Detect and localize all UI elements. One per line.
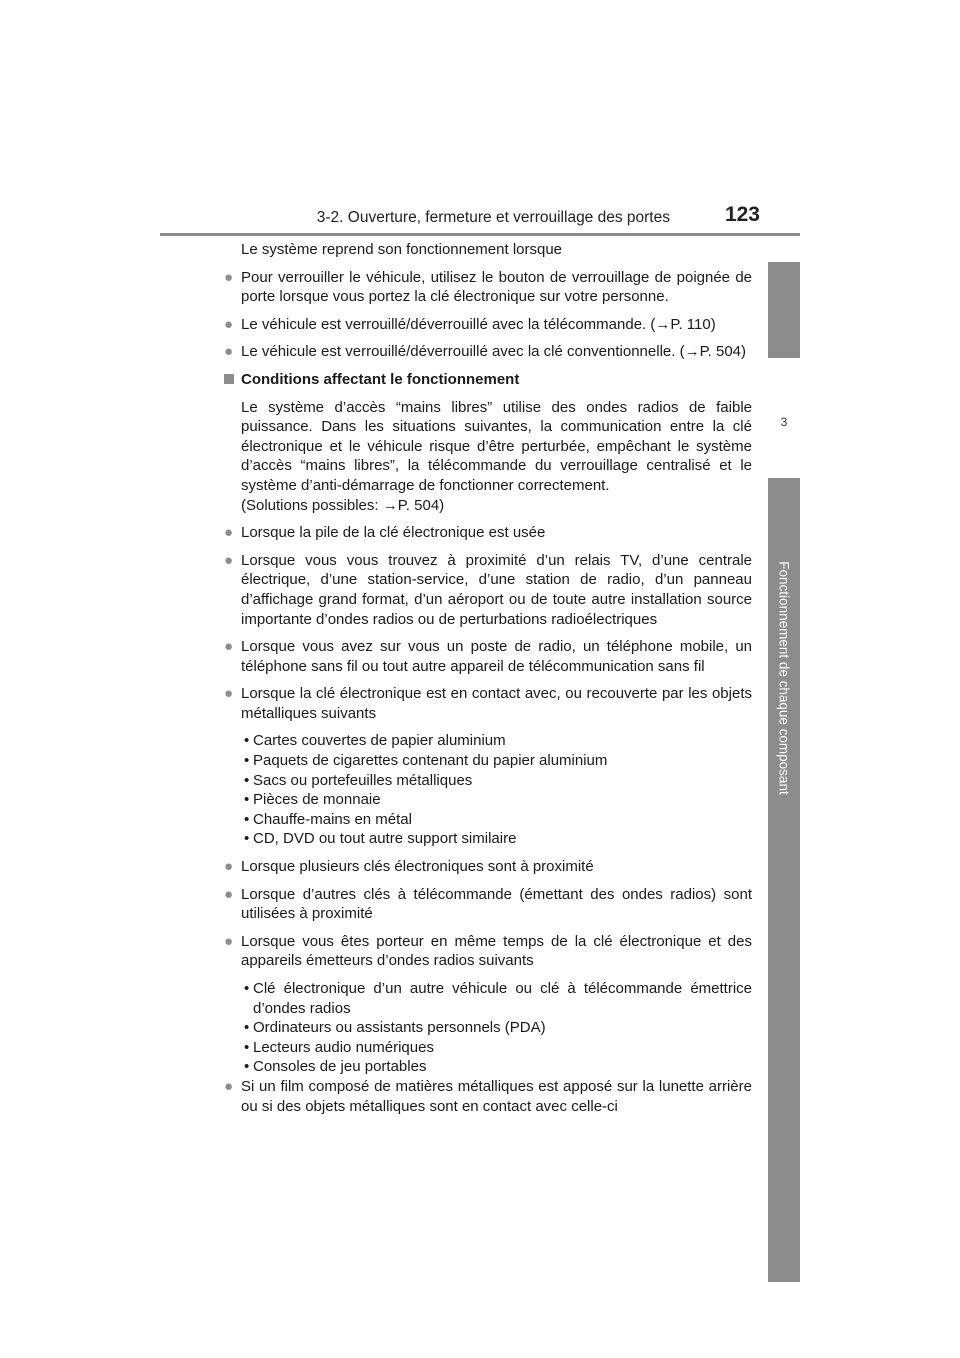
bullet-icon: ● xyxy=(224,858,234,876)
list-item xyxy=(224,857,752,877)
list-item-text: Lorsque plusieurs clés électroniques sont à proximité xyxy=(241,858,594,876)
page-number: 123 xyxy=(724,203,760,226)
square-bullet-icon xyxy=(224,374,234,384)
metal-objects-list xyxy=(224,731,752,849)
bullet-icon: ● xyxy=(224,315,234,333)
sub-list-item: • Paquets de cigarettes contenant du papier aluminium xyxy=(224,751,752,771)
list-item xyxy=(224,523,752,543)
sub-list-item: • Pièces de monnaie xyxy=(224,790,752,810)
list-item-text: Pour verrouiller le véhicule, utilisez le bouton de verrouillage de poignée de porte lorsque vous portez la clé électronique sur votre personne. xyxy=(241,268,752,306)
sub-list-item: • CD, DVD ou tout autre support similaire xyxy=(224,829,752,849)
list-item xyxy=(224,684,752,723)
header-divider xyxy=(160,233,800,236)
list-item xyxy=(224,268,752,307)
list-item-text: Lorsque d’autres clés à télécommande (émettant des ondes radios) sont utilisées à proximité xyxy=(241,885,752,923)
section-paragraph: Le système d’accès “mains libres” utilise des ondes radios de faible puissance. Dans les situations suivantes, la communication entre la clé électronique et le véhicule risque d’être perturbée, empêchant le système d’accès “mains libres”, la télécommande du verrouillage centralisé et le système d’anti-démarrage de fonctionner correctement. xyxy=(241,398,752,494)
sub-list-item: • Clé électronique d’un autre véhicule ou clé à télécommande émettrice d’ondes radios xyxy=(224,979,752,1018)
section-reference: (Solutions possibles: →P. 504) xyxy=(241,496,445,514)
sub-list-item: • Cartes couvertes de papier aluminium xyxy=(224,731,752,751)
list-item-text: Lorsque la pile de la clé électronique est usée xyxy=(241,524,546,542)
list-item-text: Le véhicule est verrouillé/déverrouillé avec la télécommande. (→P. 110) xyxy=(241,315,716,333)
sub-list-item: • Ordinateurs ou assistants personnels (PDA) xyxy=(224,1018,752,1038)
sub-list-item: • Consoles de jeu portables xyxy=(224,1057,752,1077)
list-item-text: Lorsque vous avez sur vous un poste de radio, un téléphone mobile, un téléphone sans fil ou tout autre appareil de télécommunication sans fil xyxy=(241,638,752,675)
list-item xyxy=(224,932,752,971)
section-title: 3-2. Ouverture, fermeture et verrouillage des portes xyxy=(316,209,670,226)
bullet-icon: ● xyxy=(224,885,234,903)
list-item xyxy=(224,1077,752,1116)
list-item-text: Le véhicule est verrouillé/déverrouillé avec la clé conventionnelle. (→P. 504) xyxy=(241,343,747,361)
intro-text: Le système reprend son fonctionnement lorsque xyxy=(241,241,563,258)
bullet-icon: ● xyxy=(224,343,234,361)
bullet-icon: ● xyxy=(224,1077,234,1095)
bullet-icon: ● xyxy=(224,524,234,542)
list-item-text: Lorsque vous vous trouvez à proximité d’un relais TV, d’une centrale électrique, d’une station-service, d’une station de radio, d’un panneau d’affichage grand format, d’un aéroport ou de toute autre installation source importante d’ondes radios ou de perturbations radioélectriques xyxy=(241,551,752,628)
page-content xyxy=(224,240,752,1116)
sub-list-item: • Sacs ou portefeuilles métalliques xyxy=(224,771,752,791)
bullet-icon: ● xyxy=(224,551,234,569)
list-item xyxy=(224,637,752,676)
list-item xyxy=(224,315,752,335)
chapter-label-text: Fonctionnement de chaque composant xyxy=(776,561,792,795)
sub-list-item: • Chauffe-mains en métal xyxy=(224,810,752,830)
list-item-text: Lorsque la clé électronique est en contact avec, ou recouverte par les objets métalliques suivants xyxy=(241,685,752,722)
list-item xyxy=(224,342,752,362)
transmitter-devices-list xyxy=(224,979,752,1077)
bullet-icon: ● xyxy=(224,932,234,950)
bullet-icon: ● xyxy=(224,638,234,656)
section-heading xyxy=(224,370,752,390)
list-item-text: Si un film composé de matières métalliques est apposé sur la lunette arrière ou si des objets métalliques sont en contact avec celle-ci xyxy=(241,1077,752,1115)
chapter-label xyxy=(770,548,798,808)
page-header xyxy=(160,0,800,236)
list-item xyxy=(224,885,752,924)
list-item-text: Lorsque vous êtes porteur en même temps de la clé électronique et des appareils émetteurs d’ondes radios suivants xyxy=(241,932,752,970)
sub-list-item: • Lecteurs audio numériques xyxy=(224,1038,752,1058)
bullet-icon: ● xyxy=(224,685,234,703)
list-item xyxy=(224,551,752,629)
bullet-icon: ● xyxy=(224,268,234,286)
section-heading-text: Conditions affectant le fonctionnement xyxy=(241,370,520,388)
chapter-number-box xyxy=(768,358,800,478)
chapter-number: 3 xyxy=(780,415,788,429)
